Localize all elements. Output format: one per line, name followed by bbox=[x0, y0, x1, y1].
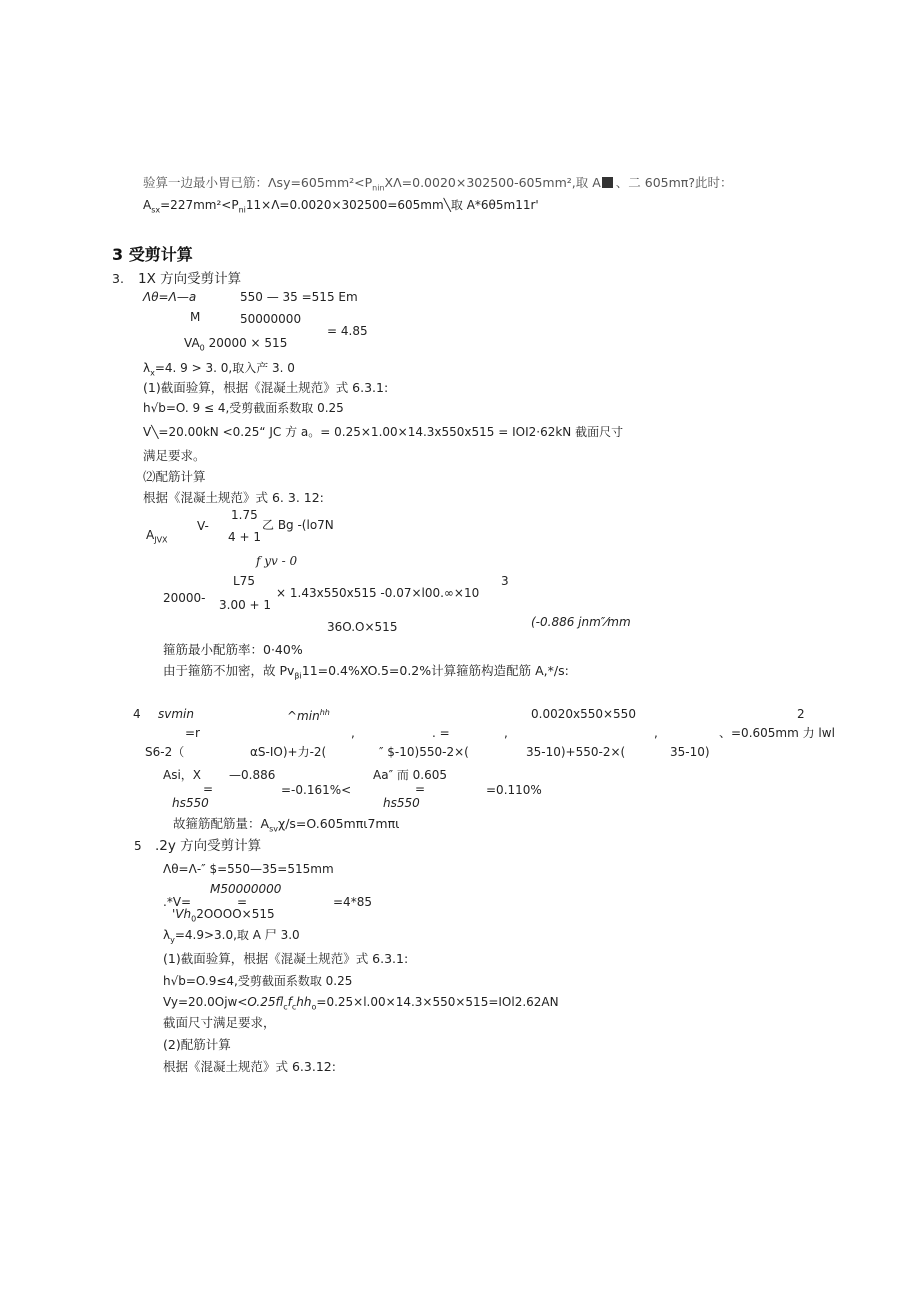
formula: M bbox=[190, 310, 201, 324]
formula: 20000- bbox=[163, 591, 206, 605]
formula: —0.886 bbox=[229, 768, 276, 782]
formula: =0.110% bbox=[486, 783, 542, 797]
formula: $VA_0$ 20000 × 515 bbox=[184, 336, 288, 353]
subsection-title: .2y 方向受剪计算 bbox=[155, 838, 262, 854]
text-line: ⑵配筋计算 bbox=[143, 469, 206, 484]
text-line: 根据《混凝土规范》式 6.3.12: bbox=[163, 1059, 336, 1074]
formula: Λθ=Λ-″ $=550—35=515mm bbox=[163, 862, 334, 876]
text-line: 截面尺寸满足要求， bbox=[163, 1015, 276, 1030]
subsection-title: 1X 方向受剪计算 bbox=[138, 271, 242, 287]
formula: Asi，X bbox=[163, 768, 202, 782]
formula: 3 bbox=[501, 574, 509, 588]
formula: svmin bbox=[158, 707, 194, 721]
text-line: (2)配筋计算 bbox=[163, 1037, 231, 1052]
formula: '$Vh_02OOOO\times 515$ bbox=[172, 907, 275, 924]
formula: 乙 Bg -(lo7N bbox=[262, 518, 334, 532]
formula: 0.0020x550×550 bbox=[531, 707, 636, 721]
formula: , bbox=[351, 726, 355, 740]
formula: = bbox=[415, 782, 426, 796]
text-line: 满足要求。 bbox=[143, 448, 206, 463]
text-line: 验算一边最小胃已筋：$\Lambda sy=605mm^2<P_{nin}X\Lambda=0.0020\times 302500-605mm^2$,取 A 、二 605mπ?此时： bbox=[143, 175, 733, 193]
formula: $A_{JVX}$ bbox=[146, 528, 168, 545]
formula: = bbox=[203, 782, 214, 796]
text-line: (1)截面验算，根据《混凝土规范》式 6.3.1: bbox=[163, 951, 409, 966]
formula: S6-2（ bbox=[145, 745, 185, 759]
formula: αS-IO)+力-2( bbox=[250, 745, 327, 759]
text-line: $A_{sx}=227mm^2<P_{ni}11\times\Lambda=0.0020\times 302500=605mm╲$取 A*6θ5m11r' bbox=[143, 198, 539, 215]
text-line: h√b=O.9≤4,受剪截面系数取 0.25 bbox=[163, 974, 353, 988]
formula: $\^{}\min^{hh}$ bbox=[287, 708, 330, 723]
formula: f yv - 0 bbox=[256, 554, 298, 568]
formula: 35-10) bbox=[670, 745, 710, 759]
formula: × 1.43x550x515 -0.07×l00.∞×10 bbox=[276, 586, 480, 600]
formula: 2 bbox=[797, 707, 805, 721]
text-line: 故箍筋配筋量：$A_{sv}\chi∕s=O.605m\pi\iota 7m\pi\iota$ bbox=[173, 816, 400, 834]
formula: 36O.O×515 bbox=[327, 620, 398, 634]
formula: 550 — 35 =515 Em bbox=[240, 290, 358, 304]
formula: = bbox=[237, 895, 248, 909]
formula: =4*85 bbox=[333, 895, 372, 909]
formula: L75 bbox=[233, 574, 255, 588]
formula: 、=0.605mm 力 lwl bbox=[719, 726, 835, 740]
text-line: 由于箍筋不加密，故 $Pv_{\beta i}11=0.4\%XO.5=0.2\%$计算箍筋构造配筋 A,*/s: bbox=[163, 663, 569, 681]
formula: 1.75 bbox=[231, 508, 258, 522]
formula: M50000000 bbox=[210, 882, 282, 896]
text-line: $\lambda_x=4$. 9 > 3. 0,取入产 3. 0 bbox=[143, 361, 295, 378]
formula: ″ $-10)550-2×( bbox=[379, 745, 469, 759]
formula: = 4.85 bbox=[327, 324, 368, 338]
text-line: 箍筋最小配筋率：0·40% bbox=[163, 642, 303, 657]
text-line: 根据《混凝土规范》式 6. 3. 12: bbox=[143, 490, 324, 505]
formula: hs550 bbox=[383, 796, 420, 810]
subsection-number: 5 bbox=[134, 839, 142, 853]
formula: 4 + 1 bbox=[228, 530, 261, 544]
text-line: h√b=O. 9 ≤ 4,受剪截面系数取 0.25 bbox=[143, 401, 344, 415]
text-line: $Vy=20.0Ojw<O.25fl_cf_chh_o=0.25\times l.00\times 14.3\times 550\times 515=IOl2.62AN$ bbox=[163, 995, 559, 1012]
text-line: $\lambda_y=4.9>3.0$,取 A 尸 3.0 bbox=[163, 928, 300, 945]
formula: (-0.886 jnm″⁄mm bbox=[531, 615, 631, 629]
formula: 50000000 bbox=[240, 312, 302, 326]
formula: =r bbox=[185, 726, 200, 740]
formula: Λθ=Λ—a bbox=[143, 290, 197, 304]
formula: 4 bbox=[133, 707, 141, 721]
formula: hs550 bbox=[172, 796, 209, 810]
section-heading: 3 受剪计算 bbox=[112, 245, 193, 264]
formula: =-0.161%< bbox=[281, 783, 352, 797]
formula: 35-10)+550-2×( bbox=[526, 745, 626, 759]
formula: . = bbox=[432, 726, 450, 740]
redaction-block bbox=[602, 177, 613, 188]
text-line: (1)截面验算，根据《混凝土规范》式 6.3.1: bbox=[143, 380, 389, 395]
formula: Aa″ 而 0.605 bbox=[373, 768, 448, 782]
subsection-number: 3. bbox=[112, 271, 124, 286]
text-line: V╲=20.00kN <0.25“ JC 方 a。= 0.25×1.00×14.3x550x515 = IOI2·62kN 截面尺寸 bbox=[143, 425, 624, 439]
formula: V- bbox=[197, 519, 209, 533]
formula: 3.00 + 1 bbox=[219, 598, 272, 612]
formula: .*V= bbox=[163, 895, 192, 909]
formula: , bbox=[654, 726, 658, 740]
formula: , bbox=[504, 726, 508, 740]
